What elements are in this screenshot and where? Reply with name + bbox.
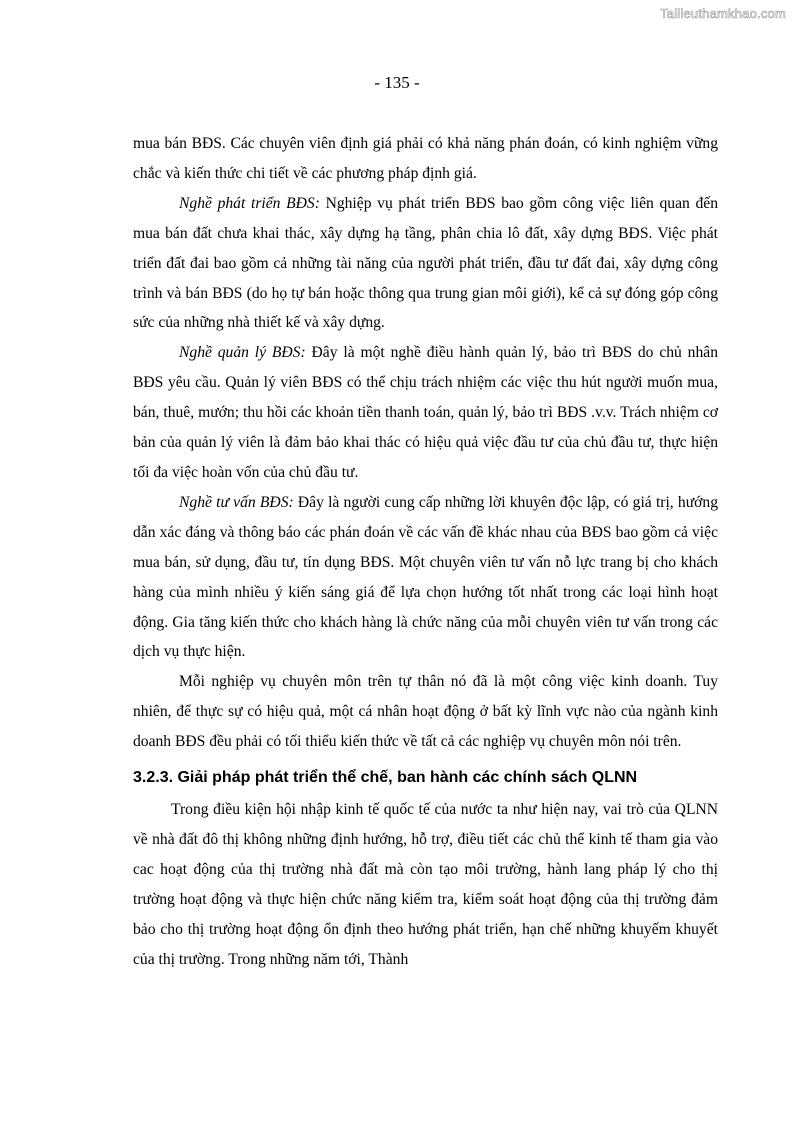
page-number: - 135 -: [374, 73, 420, 92]
paragraph-property-management: [133, 338, 718, 488]
page-body: [133, 129, 718, 974]
paragraph-state-management: Trong điều kiện hội nhập kinh tế quốc tế của nước ta như hiện nay, vai trò của QLNN về nhà đất đô thị không những định hướng, hỗ trợ, điều tiết các chủ thể kinh tế tham gia vào cac hoạt động của thị trường nhà đất mà còn tạo môi trường, hành lang pháp lý cho thị trường hoạt động và thực hiện chức năng kiểm tra, kiểm soát hoạt động của thị trường đảm bảo cho thị trường hoạt động ổn định theo hướng phát triển, hạn chế những khuyếm khuyết của thị trường. Trong những năm tới, Thành: [133, 801, 718, 968]
paragraph-summary: Mỗi nghiệp vụ chuyên môn trên tự thân nó đã là một công việc kinh doanh. Tuy nhiên, để thực sự có hiệu quả, một cá nhân hoạt động ở bất kỳ lĩnh vực nào của ngành kinh doanh BĐS đều phải có tối thiểu kiến thức về tất cả các nghiệp vụ chuyên môn nói trên.: [133, 673, 718, 751]
paragraph-property-consulting: [133, 488, 718, 667]
paragraph-1: mua bán BĐS. Các chuyên viên định giá phải có khả năng phán đoán, có kinh nghiệm vững chắc và kiến thức chi tiết về các phương pháp định giá.: [133, 135, 718, 182]
term-property-consulting: Nghề tư vấn BĐS:: [179, 493, 294, 511]
watermark: Tailieuthamkhao.com: [660, 6, 786, 21]
paragraph-text: Nghiệp vụ phát triển BĐS bao gồm công việc liên quan đến mua bán đất chưa khai thác, xây dựng hạ tầng, phân chia lô đất, xây dựng BĐS. Việc phát triển đất đai bao gồm cả những tài năng của người phát triển, đầu tư đất đai, xây dựng công trình và bán BĐS (do họ tự bán hoặc thông qua trung gian môi giới), kể cả sự đóng góp công sức của những nhà thiết kế và xây dựng.: [133, 194, 719, 332]
term-property-management: Nghề quản lý BĐS:: [179, 344, 306, 362]
paragraph-property-development: [133, 189, 718, 339]
paragraph-text: Đây là một nghề điều hành quản lý, bảo trì BĐS do chủ nhân BĐS yêu cầu. Quản lý viên BĐS có thể chịu trách nhiệm các việc thu hút người muốn mua, bán, thuê, mướn; thu hồi các khoản tiền thanh toán, quản lý, bảo trì BĐS .v.v. Trách nhiệm cơ bản của quản lý viên là đảm bảo khai thác có hiệu quả việc đầu tư của chủ đầu tư, thực hiện tối đa việc hoàn vốn của chủ đầu tư.: [133, 344, 718, 481]
term-property-development: Nghề phát triển BĐS:: [179, 194, 320, 212]
paragraph-text: Đây là người cung cấp những lời khuyên độc lập, có giá trị, hướng dẫn xác đáng và thông báo các phán đoán về các vấn đề khác nhau của BĐS bao gồm cả việc mua bán, sử dụng, đầu tư, tín dụng BĐS. Một chuyên viên tư vấn nỗ lực trang bị cho khách hàng của mình nhiều ý kiến sáng giá để lựa chọn hướng tốt nhất trong các loại hình hoạt động. Gia tăng kiến thức cho khách hàng là chức năng của mỗi chuyên viên tư vấn trong các dịch vụ thực hiện.: [133, 493, 718, 661]
section-heading: 3.2.3. Giải pháp phát triển thể chế, ban hành các chính sách QLNN: [133, 769, 638, 787]
